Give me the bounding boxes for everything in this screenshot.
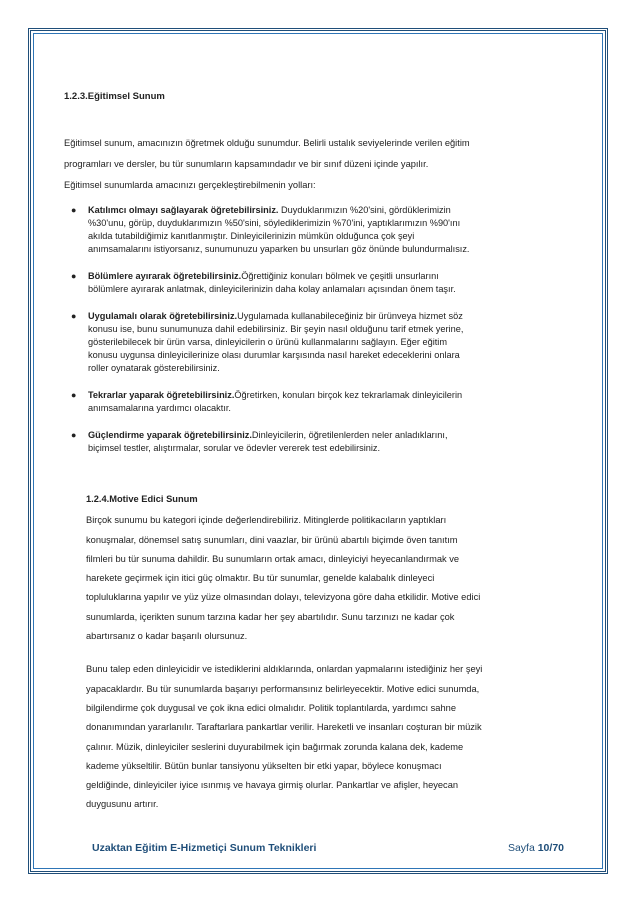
paragraph-line: çalınır. Müzik, dinleyiciler seslerini duyurabilmek için bağırmak zorunda kalana dek, kademe bbox=[86, 741, 464, 752]
paragraph-line: duygusunu artırır. bbox=[86, 799, 159, 810]
bullet-icon: ● bbox=[71, 271, 77, 281]
paragraph-line: filmleri bu tür sunuma dahildir. Bu sunumların ortak amacı, dinleyiciyi heyecanlandırmak ve bbox=[86, 553, 460, 564]
footer-title: Uzaktan Eğitim E-Hizmetiçi Sunum Teknikleri bbox=[92, 842, 317, 854]
bullet-item: ● Güçlendirme yaparak öğretebilirsiniz.Dinleyicilerin, öğretilenlerden neler anladıklarını, biçimsel testler, alıştırmalar, sorular ve ödevler vererek test edebilirsiniz. bbox=[71, 430, 448, 453]
intro-line: Eğitimsel sunumlarda amacınızı gerçekleştirebilmenin yolları: bbox=[64, 180, 316, 190]
bullet-icon: ● bbox=[71, 430, 77, 440]
paragraph-line: Bunu talep eden dinleyicidir ve istediklerini aldıklarında, onlardan yapmalarını istediğiniz her şeyi bbox=[86, 664, 483, 675]
paragraph-line: geldiğinde, dinleyiciler iyice ısınmış ve havaya girmiş olurlar. Pankartlar ve afişler, heyecan bbox=[86, 780, 459, 791]
bullet-icon: ● bbox=[71, 205, 77, 215]
section-motivational bbox=[86, 490, 566, 815]
section-educational bbox=[64, 86, 562, 469]
bullet-item: ● Katılımcı olmayı sağlayarak öğretebilirsiniz. Duyduklarımızın %20'sini, gördüklerimizin %30'unu, görüp, duyduklarımızın %50'sini, söylediklerimizin %70'ini, yaptıklarımızın %90'ını akılda tutabildiğimiz kanıtlanmıştır. Dinleyicilerinizin mümkün olduğunca çok şeyi anımsamalarını istiyorsanız, sunumunuzu yaparken bu unsurları göz önünde bulundurmalısız. bbox=[71, 205, 470, 254]
paragraph-line: kademe yükseltilir. Bütün bunlar tansiyonu yükselten bir etki yapar, böylece konuşmacı bbox=[86, 760, 442, 771]
bullet-icon: ● bbox=[71, 390, 77, 400]
section-heading: 1.2.4.Motive Edici Sunum bbox=[86, 494, 198, 504]
bullet-list bbox=[64, 204, 562, 455]
bullet-icon: ● bbox=[71, 311, 77, 321]
intro-line: programları ve dersler, bu tür sunumların kapsamındadır ve bir sınıf düzeni içinde yapılır. bbox=[64, 159, 429, 169]
paragraph-line: Birçok sunumu bu kategori içinde değerlendirebiliriz. Mitinglerde politikacıların yaptıkları bbox=[86, 515, 447, 526]
paragraph-line: konuşmalar, dönemsel satış sunumları, dini vaazlar, bir ürünü abartılı biçimde öven tanıtım bbox=[86, 534, 458, 545]
paragraph-line: sunumlarda, içerikten sunum tarzına kadar her şey abartılıdır. Sunu tarzınızı ne kadar çok bbox=[86, 611, 455, 622]
paragraph-line: harekete geçirmek için itici güç olmaktır. Bu tür sunumlar, genelde kalabalık dinleyeci bbox=[86, 573, 435, 584]
section-heading: 1.2.3.Eğitimsel Sunum bbox=[64, 91, 165, 102]
bullet-item: ● Tekrarlar yaparak öğretebilirsiniz.Öğretirken, konuları birçok kez tekrarlamak dinleyicilerin anımsamalarına yardımcı olacaktır. bbox=[71, 390, 463, 413]
bullet-item: ● Bölümlere ayırarak öğretebilirsiniz.Öğrettiğiniz konuları bölmek ve çeşitli unsurlarını bölümlere ayırarak anlatmak, dinleyicilerinizin daha kolay anlamaları açısından önem taşır. bbox=[71, 271, 456, 294]
paragraph-line: bilgilendirme çok duygusal ve çok ikna edici olmalıdır. Politik toplantılarda, yardımcı sahne bbox=[86, 702, 456, 713]
paragraph-line: donanımından yararlanılır. Taraftarlara pankartlar verilir. Hareketli ve insanları coşturan bir müzik bbox=[86, 722, 482, 733]
bullet-item: ● Uygulamalı olarak öğretebilirsiniz.Uygulamada kullanabileceğiniz bir ürünveya hizmet söz konusu ise, bunu sunumunuza dahil edebilirsiniz. Bir şeyin nasıl olduğunu tarif etmek yerine, gösterilebilecek bir ürün varsa, dinleyicilerin o ürünü kullanmalarını sağlayın. Eğer eğitim konusu uygunsa dinleyicilerinize olası durumlar karşısında nasıl hareket edeceklerini onlara roller oynatarak gösterebilirsiniz. bbox=[71, 311, 464, 373]
paragraph-line: abartırsanız o kadar başarılı olursunuz. bbox=[86, 631, 248, 642]
paragraph-line: topluluklarına yapılır ve yüz yüze olmasından dolayı, televizyona göre daha etkilidir. Motive edici bbox=[86, 592, 481, 603]
intro-line: Eğitimsel sunum, amacınızın öğretmek olduğu sunumdur. Belirli ustalık seviyelerinde verilen eğitim bbox=[64, 138, 470, 148]
page-number: Sayfa 10/70 bbox=[507, 842, 564, 854]
paragraph-line: yapacaklardır. Bu tür sunumlarda başarıyı performansınız belirleyecektir. Motive edici sunumda, bbox=[86, 683, 480, 694]
